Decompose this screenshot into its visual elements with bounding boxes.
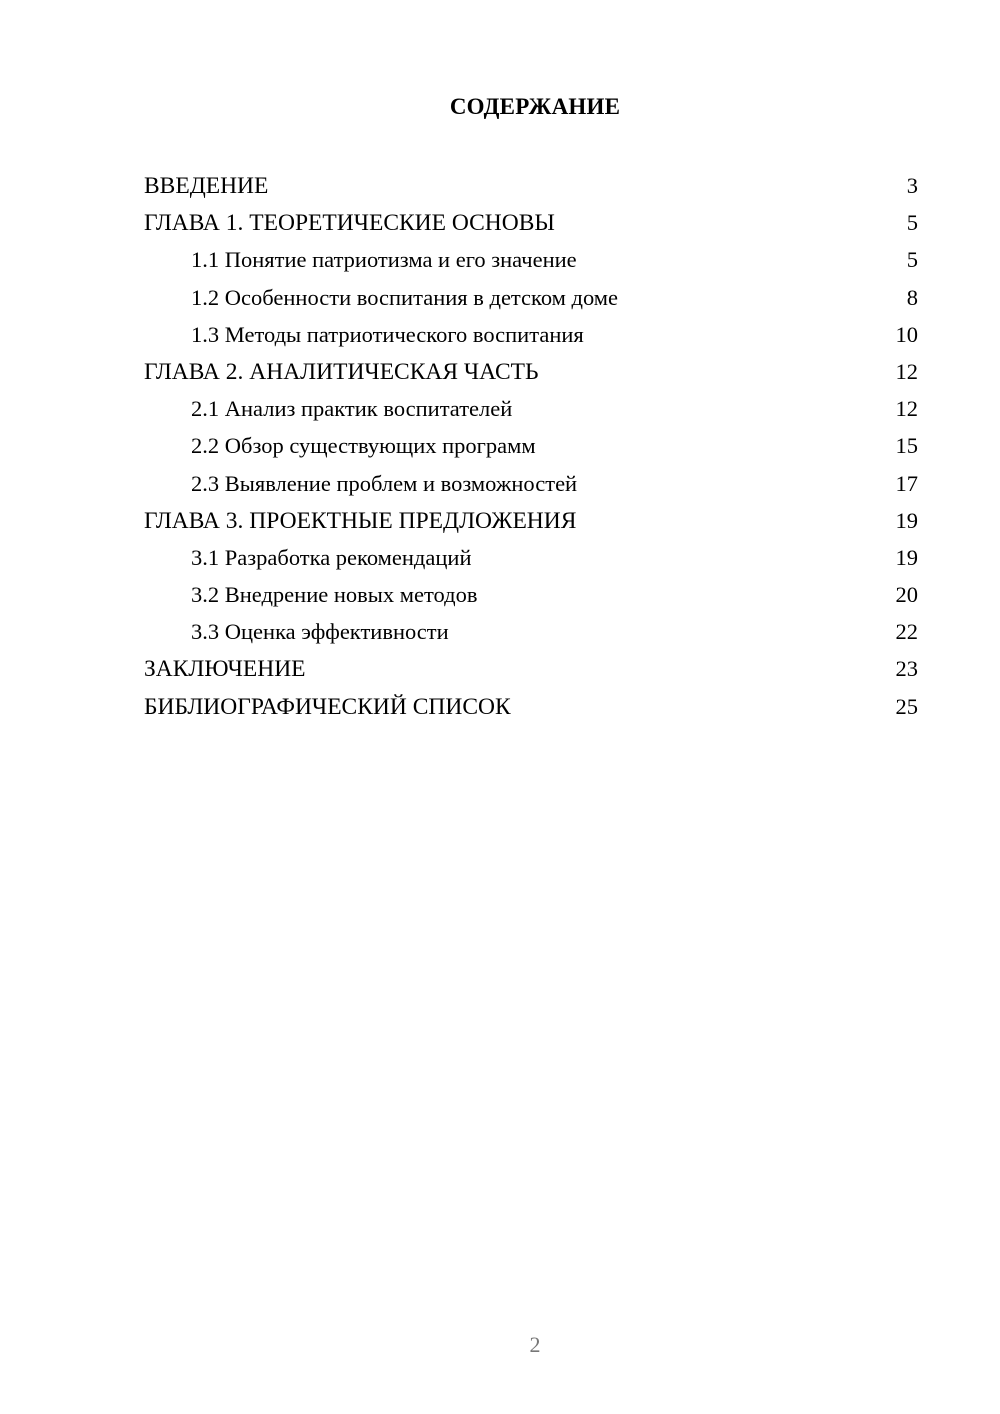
toc-entry-label: ГЛАВА 3. ПРОЕКТНЫЕ ПРЕДЛОЖЕНИЯ: [144, 507, 577, 534]
toc-entry-label: 2.3 Выявление проблем и возможностей: [191, 470, 578, 496]
toc-entry-page: 3: [906, 173, 918, 198]
toc-entry-section-3-3[interactable]: [144, 613, 918, 650]
toc-entry-page: 25: [895, 693, 918, 719]
toc-entry-chapter-2[interactable]: [144, 353, 918, 390]
table-of-contents: [144, 167, 918, 725]
toc-entry-label: 2.1 Анализ практик воспитателей: [191, 396, 513, 422]
toc-entry-page: 8: [906, 284, 918, 310]
toc-entry-page: 10: [895, 321, 918, 347]
toc-entry-page: 23: [895, 656, 918, 682]
toc-entry-page: 15: [895, 433, 918, 459]
toc-entry-section-2-1[interactable]: [144, 390, 918, 427]
toc-entry-section-2-3[interactable]: [144, 465, 918, 502]
toc-entry-label: 1.1 Понятие патриотизма и его значение: [191, 247, 577, 273]
toc-entry-chapter-3[interactable]: [144, 502, 918, 539]
toc-entry-page: 5: [906, 210, 918, 236]
toc-entry-section-3-1[interactable]: [144, 539, 918, 576]
toc-entry-page: 12: [895, 396, 918, 422]
toc-entry-introduction[interactable]: [144, 167, 918, 204]
toc-entry-label: 3.1 Разработка рекомендаций: [191, 544, 472, 570]
toc-entry-label: БИБЛИОГРАФИЧЕСКИЙ СПИСОК: [144, 693, 511, 720]
toc-entry-page: 19: [895, 507, 918, 533]
toc-entry-page: 12: [895, 358, 918, 384]
toc-entry-page: 17: [895, 470, 918, 496]
toc-entry-section-1-3[interactable]: [144, 316, 918, 353]
toc-entry-section-1-2[interactable]: [144, 279, 918, 316]
toc-entry-section-2-2[interactable]: [144, 427, 918, 464]
toc-entry-label: ВВЕДЕНИЕ: [144, 173, 269, 199]
toc-entry-page: 22: [895, 619, 918, 645]
toc-entry-label: 1.2 Особенности воспитания в детском доме: [191, 284, 618, 310]
page-number: 2: [529, 1332, 541, 1357]
page-title: СОДЕРЖАНИЕ: [449, 94, 621, 119]
toc-entry-label: ГЛАВА 2. АНАЛИТИЧЕСКАЯ ЧАСТЬ: [144, 358, 539, 385]
toc-entry-bibliography[interactable]: [144, 688, 918, 725]
toc-entry-page: 20: [895, 582, 918, 608]
toc-entry-label: ГЛАВА 1. ТЕОРЕТИЧЕСКИЕ ОСНОВЫ: [144, 210, 555, 237]
toc-entry-label: 1.3 Методы патриотического воспитания: [191, 321, 584, 347]
toc-entry-page: 19: [895, 544, 918, 570]
toc-entry-conclusion[interactable]: [144, 650, 918, 687]
toc-entry-label: 2.2 Обзор существующих программ: [191, 433, 536, 459]
toc-entry-chapter-1[interactable]: [144, 204, 918, 241]
toc-entry-label: 3.2 Внедрение новых методов: [191, 582, 478, 608]
toc-entry-label: ЗАКЛЮЧЕНИЕ: [144, 656, 306, 683]
toc-entry-label: 3.3 Оценка эффективности: [191, 619, 449, 645]
toc-entry-page: 5: [906, 247, 918, 273]
toc-entry-section-3-2[interactable]: [144, 576, 918, 613]
toc-entry-section-1-1[interactable]: [144, 241, 918, 278]
